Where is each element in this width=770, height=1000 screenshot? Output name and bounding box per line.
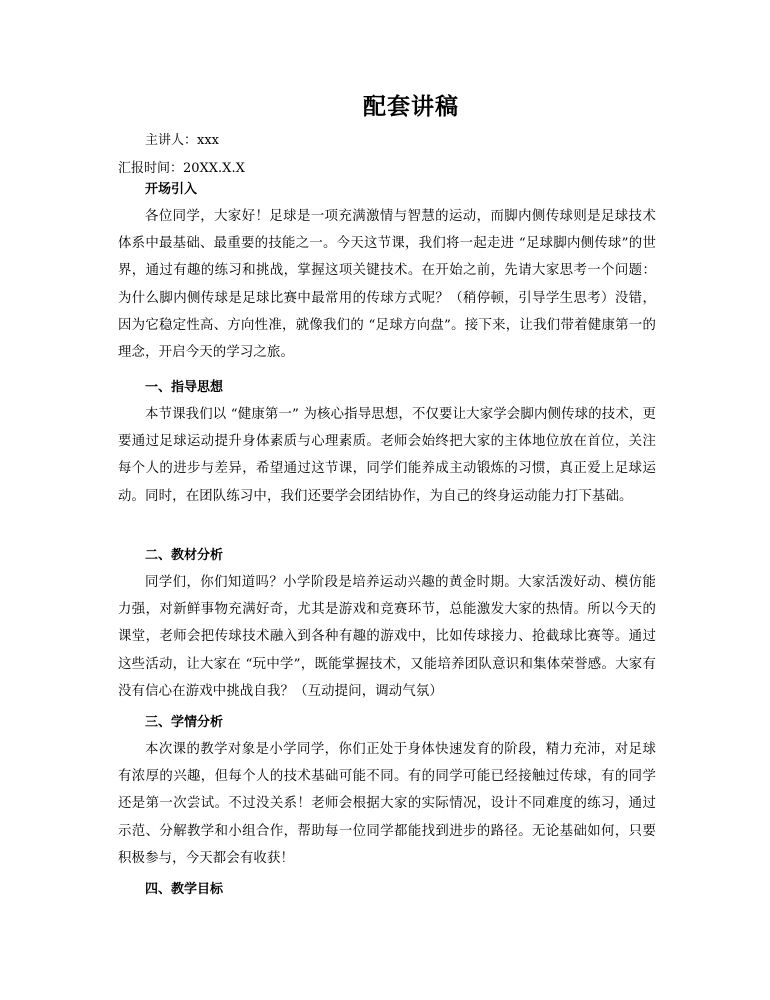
speaker-line: 主讲人：xxx [145, 133, 219, 148]
section-paragraph: 同学们，你们知道吗？小学阶段是培养运动兴趣的黄金时期。大家活泼好动、模仿能力强，对新鲜事物充满好奇，尤其是游戏和竞赛环节，总能激发大家的热情。所以今天的课堂，老师会把传球技术融入到各种有趣的游戏中，比如传球接力、抢截球比赛等。通过这些活动，让大家在 “玩中学”，既能掌握技术，又能培养团队意识和集体荣誉感。大家有没有信心在游戏中挑战自我？（互动提问，调动气氛） [118, 575, 656, 699]
report-time-line: 汇报时间：20XX.X.X [118, 161, 245, 176]
document-title: 配套讲稿 [363, 93, 459, 120]
section-teaching-objectives [118, 877, 656, 903]
section-heading: 二、教材分析 [145, 548, 224, 563]
section-paragraph: 本节课我们以 “健康第一” 为核心指导思想，不仅要让大家学会脚内侧传球的技术，更要通过足球运动提升身体素质与心理素质。老师会始终把大家的主体地位放在首位，关注每个人的进步与差异，希望通过这节课，同学们能养成主动锻炼的习惯，真正爱上足球运动。同时，在团队练习中，我们还要学会团结协作，为自己的终身运动能力打下基础。 [118, 407, 656, 504]
section-heading: 四、教学目标 [145, 882, 224, 897]
section-paragraph: 本次课的教学对象是小学同学，你们正处于身体快速发育的阶段，精力充沛，对足球有浓厚的兴趣，但每个人的技术基础可能不同。有的同学可能已经接触过传球，有的同学还是第一次尝试。不过没关系！老师会根据大家的实际情况，设计不同难度的练习，通过示范、分解教学和小组合作，帮助每一位同学都能找到进步的路径。无论基础如何，只要积极参与，今天都会有收获！ [118, 742, 656, 866]
section-textbook-analysis [118, 543, 656, 705]
section-heading: 一、指导思想 [145, 380, 224, 395]
section-heading: 三、学情分析 [145, 715, 224, 730]
section-opening [118, 177, 656, 366]
section-learner-analysis [118, 710, 656, 872]
section-paragraph: 各位同学，大家好！足球是一项充满激情与智慧的运动，而脚内侧传球则是足球技术体系中最基础、最重要的技能之一。今天这节课，我们将一起走进 “足球脚内侧传球”的世界，通过有趣的练习和挑战，掌握这项关键技术。在开始之前，先请大家思考一个问题：为什么脚内侧传球是足球比赛中最常用的传球方式呢？（稍停顿，引导学生思考）没错，因为它稳定性高、方向性准，就像我们的 “足球方向盘”。接下来，让我们带着健康第一的理念，开启今天的学习之旅。 [118, 209, 656, 361]
section-heading: 开场引入 [145, 182, 198, 197]
section-guiding-ideology [118, 375, 656, 510]
